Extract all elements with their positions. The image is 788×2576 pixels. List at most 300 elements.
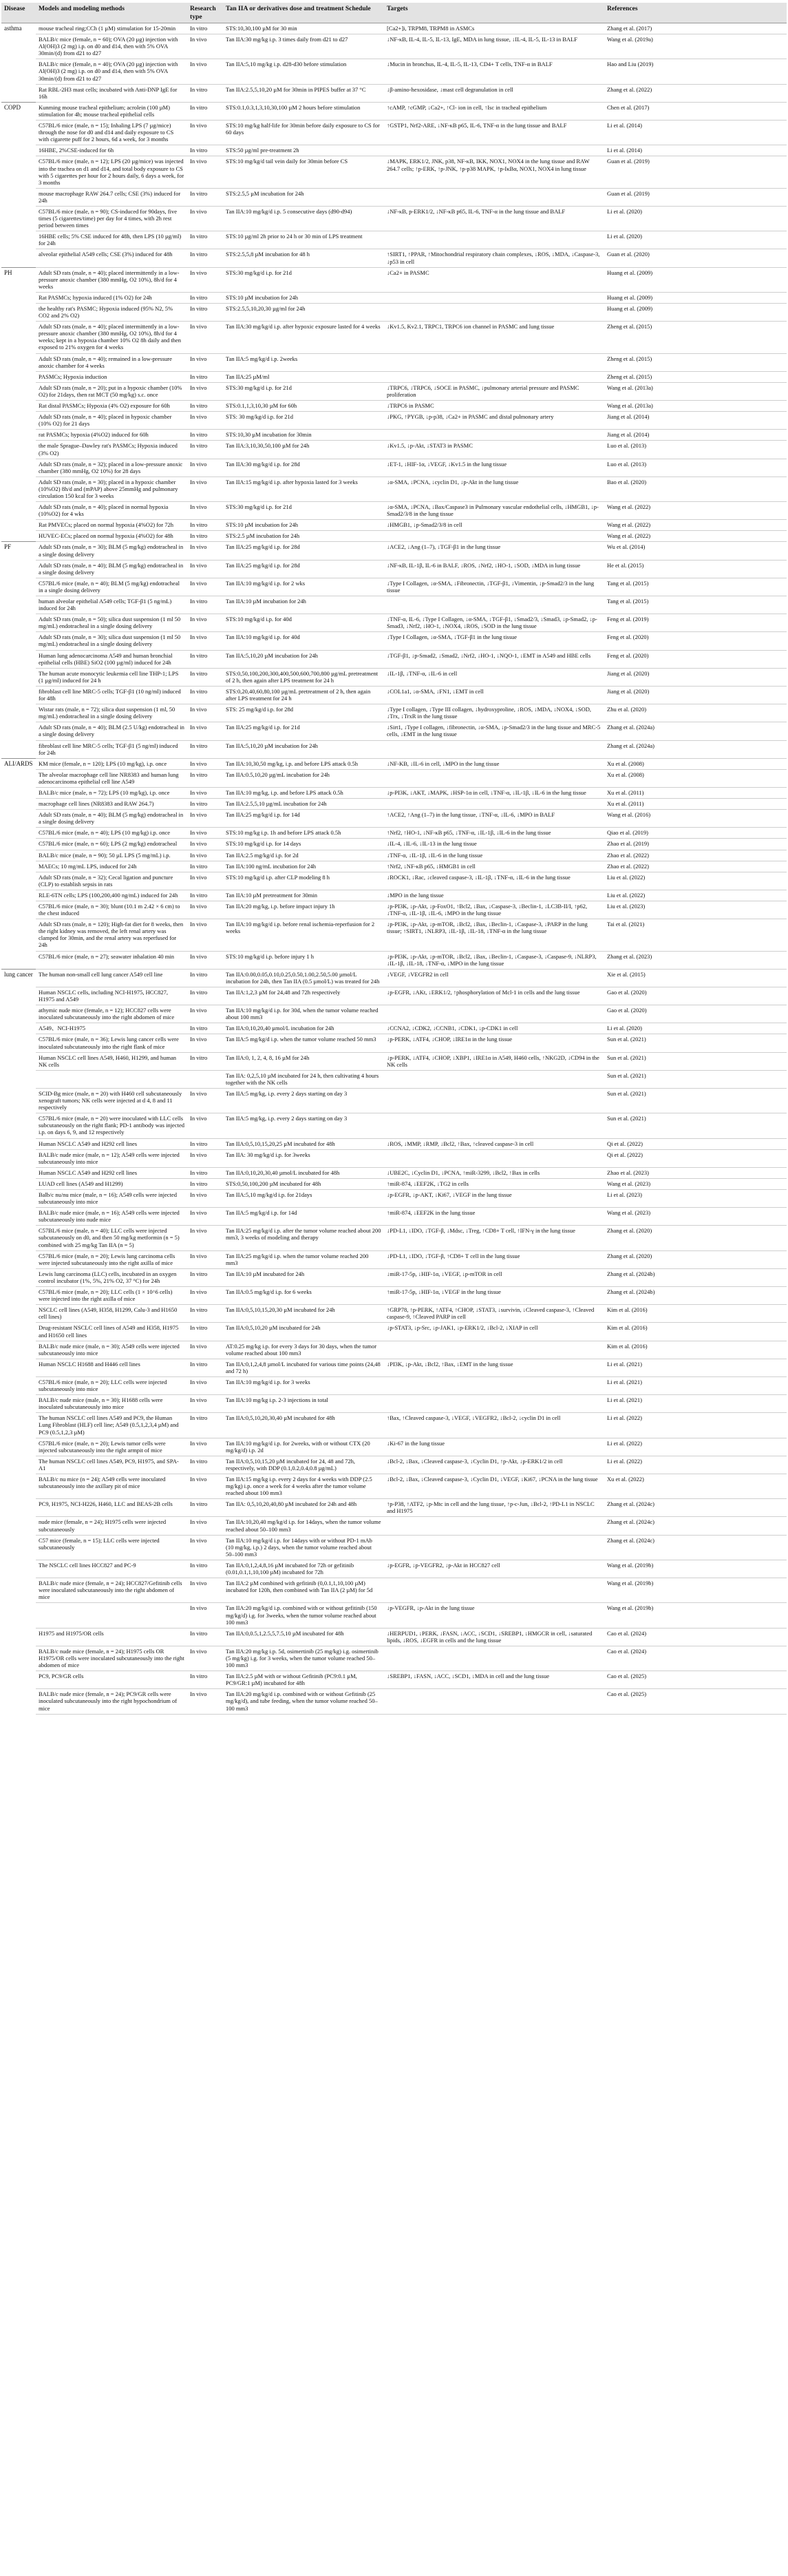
table-row: [1, 1052, 787, 1070]
dose-cell: Tan IIA:100 ng/mL incubation for 24h: [223, 861, 384, 872]
research-type-cell: In vitro: [187, 740, 223, 758]
research-type-cell: In vivo: [187, 722, 223, 740]
targets-cell: [384, 371, 604, 382]
reference-cell: Li et al. (2020): [604, 206, 787, 231]
dose-cell: STS: 30 mg/kg/d i.p. for 21d: [223, 412, 384, 430]
table-body: [1, 23, 787, 1715]
research-type-cell: In vivo: [187, 412, 223, 430]
model-cell: Adult SD rats (male, n = 40); BLM (5 mg/kg) endotracheal in a single dosing delivery: [36, 560, 187, 578]
targets-cell: ↓Mucin in bronchus, IL-4, IL-5, IL-13, CD4+ T cells, TNF-α in BALF: [384, 59, 604, 84]
dose-cell: Tan IIA:10,20,40 mg/kg/d i.p. for 14days, when the tumor volume reached about 50–100 mm3: [223, 1517, 384, 1535]
reference-cell: Wang et al. (2016): [604, 810, 787, 828]
model-cell: Adult SD rats (male, n = 40); BLM (5 mg/kg) endotracheal in a single dosing delivery: [36, 810, 187, 828]
targets-cell: ↓α-SMA, ↓PCNA, ↓cyclin D1, ↓p-Akt in the lung tissue: [384, 477, 604, 501]
targets-cell: ↓TNF-α, IL-6, ↓Type I Collagen, ↓α-SMA, ↓TGF-β1, ↓Smad2/3, ↓Smad3, ↓p-Smad2, ↓p-Smad3, ↓Nrf2, ↓HO-1, ↓NOX4, ↓ROS, ↓SOD in the lung tissue: [384, 614, 604, 632]
header-dose: Tan IIA or derivatives dose and treatment Schedule: [223, 3, 384, 23]
reference-cell: Wang et al. (2023): [604, 1208, 787, 1226]
dose-cell: Tan IIA:25 mg/kg/d i.p. for 28d: [223, 560, 384, 578]
reference-cell: Liu et al. (2023): [604, 901, 787, 919]
model-cell: Kunming mouse tracheal epithelium; acrolein (100 µM) stimulation for 4h; mouse tracheal epithelial cells: [36, 102, 187, 120]
research-type-cell: In vitro: [187, 531, 223, 542]
reference-cell: Li et al. (2021): [604, 1359, 787, 1376]
table-row: [1, 560, 787, 578]
targets-cell: ↓p-STAT3, ↓p-Src, ↓p-JAK1, ↓p-ERK1/2, ↓Bcl-2, ↓XIAP in cell: [384, 1323, 604, 1341]
research-type-cell: In vivo: [187, 59, 223, 84]
disease-cell: PF: [1, 542, 36, 758]
table-row: [1, 412, 787, 430]
table-row: [1, 542, 787, 560]
targets-cell: ↓β-amino-hexosidase, ↓mast cell degranulation in cell: [384, 84, 604, 102]
targets-cell: [384, 531, 604, 542]
table-row: [1, 919, 787, 951]
reference-cell: Wu et al. (2014): [604, 542, 787, 560]
table-row: [1, 156, 787, 188]
reference-cell: Zhao et al. (2022): [604, 850, 787, 861]
dose-cell: Tan IIA:20 mg/kg, i.p. before impact injury 1h: [223, 901, 384, 919]
table-row: [1, 1578, 787, 1603]
table-row: [1, 1517, 787, 1535]
reference-cell: Zhang et al. (2024c): [604, 1517, 787, 1535]
targets-cell: ↓IL-4, ↓IL-6, ↓IL-13 in the lung tissue: [384, 839, 604, 850]
dose-cell: Tan IIA:5 mg/kg, i.p. every 2 days starting on day 3: [223, 1088, 384, 1113]
targets-cell: ↓MAPK, ERK1/2, JNK, p38, NF-κB, IKK, NOX1, NOX4 in the lung tissue and RAW 264.7 cells; ↑p-ERK, ↑p-JNK, ↑p-p38 MAPK, ↑p-IκBα, NOX1, NOX4 in lung tissue: [384, 156, 604, 188]
model-cell: C57BL/6 mice (male, n = 27); seawater inhalation 40 min: [36, 951, 187, 969]
targets-cell: ↓PI3K, ↓p-Akt, ↓Bcl2, ↑Bax, ↓EMT in the lung tissue: [384, 1359, 604, 1376]
reference-cell: He et al. (2015): [604, 560, 787, 578]
model-cell: alveolar epithelial A549 cells; CSE (3%) induced for 48h: [36, 249, 187, 267]
reference-cell: Kim et al. (2016): [604, 1305, 787, 1323]
targets-cell: ↓COL1a1, ↓α-SMA, ↓FN1, ↓EMT in cell: [384, 686, 604, 704]
targets-cell: ↓NF-KB, ↓IL-6 in cell, ↓MPO in the lung tissue: [384, 758, 604, 769]
targets-cell: [384, 188, 604, 206]
research-type-cell: In vivo: [187, 1646, 223, 1671]
model-cell: Rat PMVECs; placed on normal hypoxia (4%O2) for 72h: [36, 520, 187, 531]
research-type-cell: In vitro: [187, 686, 223, 704]
targets-cell: ↑SIRT1, ↑PPAR, ↑Mitochondrial respiratory chain complexes, ↓ROS, ↓MDA, ↓Caspase-3, ↓p53 in cell: [384, 249, 604, 267]
research-type-cell: In vitro: [187, 890, 223, 901]
model-cell: Adult SD rats (male, n = 30); BLM (5 mg/kg) endotracheal in a single dosing delivery: [36, 542, 187, 560]
disease-cell: asthma: [1, 23, 36, 103]
reference-cell: Tang et al. (2015): [604, 596, 787, 614]
research-type-cell: In vivo: [187, 810, 223, 828]
targets-cell: [384, 1149, 604, 1167]
research-type-cell: In vitro: [187, 1456, 223, 1474]
reference-cell: Li et al. (2020): [604, 1023, 787, 1034]
dose-cell: Tan IIA:2 µM combined with gefitinib (0,0.1,1,10,100 µM) incubated for 120h, then combined with Tan IIA (2 µM) for 5d: [223, 1578, 384, 1603]
table-row: [1, 34, 787, 59]
reference-cell: Guan et al. (2019): [604, 156, 787, 188]
reference-cell: Xu et al. (2011): [604, 787, 787, 798]
table-row: [1, 502, 787, 520]
dose-cell: STS:10,30 µM incubation for 30min: [223, 430, 384, 441]
model-cell: Drug-resistant NSCLC cell lines of A549 and H358, H1975 and H1650 cell lines: [36, 1323, 187, 1341]
table-row: [1, 1190, 787, 1208]
reference-cell: Tai et al. (2021): [604, 919, 787, 951]
reference-cell: Liu et al. (2022): [604, 890, 787, 901]
dose-cell: Tan IIA:20 mg/kg/d i.p. combined with or without Gefitinib (25 mg/kg/d), and tube feeding, when the tumor volume reached 50–100 mm3: [223, 1689, 384, 1714]
research-type-cell: In vitro: [187, 371, 223, 382]
research-type-cell: In vitro: [187, 1023, 223, 1034]
dose-cell: STS:2.5 µM incubation for 24h: [223, 531, 384, 542]
table-row: [1, 1226, 787, 1250]
table-row: [1, 901, 787, 919]
reference-cell: Wang et al. (2022): [604, 520, 787, 531]
reference-cell: Xie et al. (2015): [604, 969, 787, 987]
table-row: [1, 1305, 787, 1323]
dose-cell: Tan IIA:30 mg/kg i.p. 3 times daily from d21 to d27: [223, 34, 384, 59]
table-row: [1, 740, 787, 758]
dose-cell: Tan IIA: 30 mg/kg/d i.p. for 3weeks: [223, 1149, 384, 1167]
reference-cell: Guan et al. (2019): [604, 188, 787, 206]
reference-cell: Liu et al. (2022): [604, 872, 787, 890]
reference-cell: Chen et al. (2017): [604, 102, 787, 120]
table-row: [1, 1646, 787, 1671]
targets-cell: ↓Kv1.5, Kv2.1, TRPC1, TRPC6 ion channel in PASMC and lung tissue: [384, 322, 604, 353]
reference-cell: Li et al. (2023): [604, 1190, 787, 1208]
dose-cell: Tan IIA:25 mg/kg/d i.p. for 28d: [223, 542, 384, 560]
reference-cell: Li et al. (2020): [604, 231, 787, 249]
research-type-cell: In vitro: [187, 596, 223, 614]
targets-cell: ↑Bax, ↑Cleaved caspase-3, ↓VEGF, ↓VEGFR2, ↓Bcl-2, ↓cyclin D1 in cell: [384, 1413, 604, 1438]
research-type-cell: In vitro: [187, 987, 223, 1005]
research-type-cell: In vivo: [187, 787, 223, 798]
model-cell: Adult SD rats (male, n = 40); placed intermittently in a low-pressure anoxic chamber (380 mmHg, O2 10%), 8h/d for 4 weeks: [36, 267, 187, 292]
research-type-cell: In vivo: [187, 1005, 223, 1023]
table-row: [1, 1113, 787, 1138]
dose-cell: Tan IIA:5 mg/kg/d i.p. when the tumor volume reached 50 mm3: [223, 1034, 384, 1052]
dose-cell: Tan IIA:25 mg/kg/d i.p. for 14d: [223, 810, 384, 828]
table-row: [1, 578, 787, 596]
model-cell: C57BL/6 mice (male, n = 36); Lewis lung cancer cells were inoculated subcutaneously into the right flank of mice: [36, 1034, 187, 1052]
model-cell: Wistar rats (male, n = 72); silica dust suspension (1 ml, 50 mg/mL) endotracheal in a single dosing delivery: [36, 704, 187, 722]
targets-cell: ↓p-PI3K, ↓p-Akt, ↓p-FoxO1, ↑Bcl2, ↓Bax, ↓Caspase-3, ↓Beclin-1, ↓LC3B-II/I, ↑p62, ↓TNF-α, ↓IL-1β, ↓IL-6, ↓MPO in the lung tissue: [384, 901, 604, 919]
research-type-cell: In vitro: [187, 668, 223, 686]
research-type-cell: In vivo: [187, 542, 223, 560]
dose-cell: Tan IIA:10 mg/kg/d i.p. for 30d, when the tumor volume reached about 100 mm3: [223, 1005, 384, 1023]
dose-cell: STS:2.5,5 µM incubation for 24h: [223, 188, 384, 206]
research-type-cell: In vivo: [187, 459, 223, 477]
reference-cell: Wang et al. (2013a): [604, 382, 787, 400]
dose-cell: Tan IIA:5 mg/kg, i.p. every 2 days starting on day 3: [223, 1113, 384, 1138]
dose-cell: Tan IIA:1,2,3 µM for 24,48 and 72h respectively: [223, 987, 384, 1005]
dose-cell: Tan IIA:5,10,20 µM incubation for 24h: [223, 650, 384, 668]
dose-cell: Tan IIA:10 mg/kg, i.p. and before LPS attack 0.5h: [223, 787, 384, 798]
table-row: [1, 84, 787, 102]
model-cell: Balb/c nu/nu mice (male, n = 16); A549 cells were injected subcutaneously into mice: [36, 1190, 187, 1208]
header-research-type: Research type: [187, 3, 223, 23]
model-cell: C57BL/6 mice (male, n = 40); LPS (10 mg/kg) i.p. once: [36, 828, 187, 839]
targets-cell: [384, 740, 604, 758]
model-cell: Adult SD rats (male, n = 32); Cecal ligation and puncture (CLP) to establish sepsis in rats: [36, 872, 187, 890]
research-type-cell: In vitro: [187, 441, 223, 459]
model-cell: BALB/c mice (female, n = 40); OVA (20 µg) injection with Al(OH)3 (2 mg) i.p. on d0 and d14, then with 5% OVA 30min/(d) from d21 to d27: [36, 59, 187, 84]
table-row: [1, 1456, 787, 1474]
research-type-cell: In vivo: [187, 578, 223, 596]
research-type-cell: In vivo: [187, 1088, 223, 1113]
dose-cell: Tan IIA:10 mg/kg/d i.p. for 3 weeks: [223, 1376, 384, 1394]
table-row: [1, 810, 787, 828]
model-cell: The alveolar macrophage cell line NR8383 and human lung adenocarcinoma epithelial cell line A549: [36, 769, 187, 787]
research-type-cell: In vitro: [187, 292, 223, 303]
reference-cell: Jiang et al. (2020): [604, 668, 787, 686]
reference-cell: Feng et al. (2020): [604, 632, 787, 650]
targets-cell: ↑p-P38, ↑ATF2, ↓p-Mtc in cell and the lung tissue, ↑p-c-Jun, ↓Bcl-2, ↑PD-L1 in NSCLC and H1975: [384, 1499, 604, 1517]
targets-cell: ↓p-PI3K, ↓p-Akt, ↓p-mTOR, ↓Bcl2, ↓Bax, ↓Beclin-1, ↓Caspase-3, ↓Caspase-9, ↓NLRP3, ↓IL-1β, ↓IL-18, ↓TNF-α, ↓MPO in the lung tissue: [384, 951, 604, 969]
dose-cell: STS:10 mg/kg/d tail vein daily for 30min before CS: [223, 156, 384, 188]
targets-cell: ↓Type I collagen, ↓Type III collagen, ↓hydroxyproline, ↓ROS, ↓MDA, ↓NOX4, ↓SOD, ↓Trx, ↓TrxR in the lung tissue: [384, 704, 604, 722]
reference-cell: Sun et al. (2021): [604, 1034, 787, 1052]
table-row: [1, 520, 787, 531]
reference-cell: Huang et al. (2009): [604, 304, 787, 322]
targets-cell: [384, 231, 604, 249]
reference-cell: Zhao et al. (2023): [604, 1167, 787, 1178]
dose-cell: Tan IIA:0,5,10,20 µM incubated for 24h: [223, 1323, 384, 1341]
targets-cell: ↓IL-1β, ↓TNF-α, ↓IL-6 in cell: [384, 668, 604, 686]
model-cell: C57BL/6 mice (male, n = 20) were inoculated with LLC cells subcutaneously on the right flank; PD-1 antibody was injected i.p. on days 6, 9, and 12 respectively: [36, 1113, 187, 1138]
reference-cell: Tang et al. (2015): [604, 578, 787, 596]
table-row: [1, 430, 787, 441]
dose-cell: STS:10 mg/kg/d i.p. for 14 days: [223, 839, 384, 850]
dose-cell: STS:0,50,100,200,300,400,500,600,700,800 µg/mL pretreatment of 2 h, then again after LPS treatment for 24 h: [223, 668, 384, 686]
research-type-cell: In vitro: [187, 861, 223, 872]
targets-cell: ↓p-PERK, ↓ATF4, ↓CHOP, ↓XBP1, ↓IRE1α in A549, H460 cells, ↑NKG2D, ↓CD94 in the NK cells: [384, 1052, 604, 1070]
table-row: [1, 102, 787, 120]
dose-cell: Tan IIA:30 mg/kg/d i.p. for 28d: [223, 459, 384, 477]
dose-cell: Tan IIA:10 mg/kg/d i.p. before renal ischemia-reperfusion for 2 weeks: [223, 919, 384, 951]
model-cell: Lewis lung carcinoma (LLC) cells, incubated in an oxygen control incubator (1%, 5%, 21% O2, 37 °C) for 24h: [36, 1268, 187, 1286]
dose-cell: STS:0.1,0.3,1,3,10,30,100 µM 2 hours before stimulation: [223, 102, 384, 120]
research-type-cell: In vivo: [187, 1113, 223, 1138]
dose-cell: Tan IIA:25 mg/kg/d i.p. when the tumor volume reached 200 mm3: [223, 1250, 384, 1268]
reference-cell: Qiao et al. (2019): [604, 828, 787, 839]
table-row: [1, 872, 787, 890]
model-cell: Adult SD rats (male, n = 40); BLM (2.5 U/kg) endotracheal in a single dosing delivery: [36, 722, 187, 740]
research-type-cell: In vivo: [187, 1474, 223, 1499]
dose-cell: Tan IIA:0,5,10,15,20,25 µM incubated for 48h: [223, 1138, 384, 1149]
reference-cell: Cao et al. (2024): [604, 1646, 787, 1671]
targets-cell: ↓TRPC6, ↓TRPC6, ↓SOCE in PASMC, ↓pulmonary arterial pressure and PASMC proliferation: [384, 382, 604, 400]
targets-cell: ↓miR-17-5p, ↓HIF-1α, ↓VEGF, ↓p-mTOR in cell: [384, 1268, 604, 1286]
targets-cell: [384, 1517, 604, 1535]
reference-cell: Sun et al. (2021): [604, 1070, 787, 1088]
table-row: [1, 1341, 787, 1359]
research-type-cell: In vitro: [187, 1178, 223, 1189]
dose-cell: Tan IIA:10 mg/kg/d i.p. 5 consecutive days (d90-d94): [223, 206, 384, 231]
targets-cell: ↓Bcl-2, ↓Bax, ↓Cleaved caspase-3, ↓Cyclin D1, ↑p-Akt, ↓p-ERK1/2 in cell: [384, 1456, 604, 1474]
dose-cell: STS:2.5,5,10,20,30 µg/ml for 24h: [223, 304, 384, 322]
reference-cell: Li et al. (2021): [604, 1395, 787, 1413]
research-type-cell: In vivo: [187, 322, 223, 353]
targets-cell: ↑miR-874, ↓EEF2K in the lung tissue: [384, 1208, 604, 1226]
table-row: [1, 1474, 787, 1499]
reference-cell: Wang et al. (2022): [604, 531, 787, 542]
model-cell: LUAD cell lines (A549 and H1299): [36, 1178, 187, 1189]
research-type-cell: In vivo: [187, 632, 223, 650]
dose-cell: STS:10 µM incubation for 24h: [223, 292, 384, 303]
reference-cell: Zhang et al. (2024a): [604, 722, 787, 740]
model-cell: Rat RBL-2H3 mast cells; incubated with Anti-DNP IgE for 16h: [36, 84, 187, 102]
targets-cell: ↓p-PERK, ↓ATF4, ↓CHOP, ↓IRE1α in the lung tissue: [384, 1034, 604, 1052]
research-type-cell: In vitro: [187, 799, 223, 810]
table-row: [1, 1088, 787, 1113]
table-row: [1, 758, 787, 769]
reference-cell: Qi et al. (2022): [604, 1149, 787, 1167]
table-row: [1, 382, 787, 400]
reference-cell: Cao et al. (2024): [604, 1628, 787, 1646]
model-cell: A549、NCI-H1975: [36, 1023, 187, 1034]
targets-cell: [384, 145, 604, 156]
table-row: [1, 839, 787, 850]
targets-cell: ↓TGF-β1, ↓p-Smad2, ↓Smad2, ↓Nrf2, ↓HO-1, ↓NQO-1, ↓EMT in A549 and HBE cells: [384, 650, 604, 668]
research-type-cell: In vivo: [187, 1341, 223, 1359]
reference-cell: Zhang et al. (2022): [604, 84, 787, 102]
model-cell: BALB/c nude mice (male, n = 16); A549 cells were injected subcutaneously into nude mice: [36, 1208, 187, 1226]
research-type-cell: In vivo: [187, 1535, 223, 1560]
reference-cell: Zhang et al. (2020): [604, 1250, 787, 1268]
targets-cell: ↓VEGF, ↓VEGFR2 in cell: [384, 969, 604, 987]
dose-cell: Tan IIA:10 µM pretreatment for 30min: [223, 890, 384, 901]
model-cell: Human lung adenocarcinoma A549 and human bronchial epithelial cells (HBE) SiO2 (100 µg/ml) induced for 24h: [36, 650, 187, 668]
table-row: [1, 1603, 787, 1628]
header-disease: Disease: [1, 3, 36, 23]
dose-cell: STS:10 µg/ml 2h prior to 24 h or 30 min of LPS treatment: [223, 231, 384, 249]
table-row: [1, 1034, 787, 1052]
research-type-cell: In vitro: [187, 1052, 223, 1070]
table-row: [1, 1413, 787, 1438]
research-type-cell: In vivo: [187, 502, 223, 520]
research-type-cell: In vivo: [187, 872, 223, 890]
targets-cell: ↓NF-κB, p-ERK1/2, ↓NF-κB p65, IL-6, TNF-α in the lung tissue and BALF: [384, 206, 604, 231]
model-cell: C57BL/6 mice (male, n = 30); blunt (10.1 m 2.42 × 6 cm) to the chest induced: [36, 901, 187, 919]
table-row: [1, 145, 787, 156]
model-cell: human alveolar epithelial A549 cells; TGF-β1 (5 ng/mL) induced for 24h: [36, 596, 187, 614]
targets-cell: ↓PKG, ↑PYGB, ↓p-p38, ↓Ca2+ in PASMC and distal pulmonary artery: [384, 412, 604, 430]
model-cell: C57BL/6 mice (male, n = 20); LLC cells were injected subcutaneously into mice: [36, 1376, 187, 1394]
dose-cell: Tan IIA:5,10,20 µM incubation for 24h: [223, 740, 384, 758]
dose-cell: Tan IIA:5,10 mg/kg/d i.p. for 21days: [223, 1190, 384, 1208]
research-type-cell: In vivo: [187, 156, 223, 188]
dose-cell: AT:0.25 mg/kg i.p. for every 3 days for 30 days, when the tumor volume reached about 100 mm3: [223, 1341, 384, 1359]
table-row: [1, 596, 787, 614]
targets-cell: [384, 353, 604, 371]
targets-cell: [384, 1088, 604, 1113]
targets-cell: ↓CCNA2, ↓CDK2, ↓CCNB1, ↓CDK1, ↓p-CDK1 in cell: [384, 1023, 604, 1034]
model-cell: C57BL/6 mice (male, n = 40); LLC cells were injected subcutaneously on d0, and then 50 mg/kg metformin (n = 5) combined with 25 mg/kg Tan IIA (n = 5): [36, 1226, 187, 1250]
table-row: [1, 704, 787, 722]
model-cell: Adult SD rats (male, n = 40); placed intermittently in a low-pressure anoxic chamber (380 mmHg, O2 10%), 8h/d for 4 weeks; kept in a hypoxia chamber 10% O2 8h daily and then exposed to 21% oxygen for 4 weeks: [36, 322, 187, 353]
model-cell: HUVEC-ECs; placed on normal hypoxia (4%O2) for 48h: [36, 531, 187, 542]
table-row: [1, 1208, 787, 1226]
targets-cell: ↑GSTP1, Nrf2-ARE, ↓NF-κB p65, IL-6, TNF-α in the lung tissue and BALF: [384, 121, 604, 145]
reference-cell: Zhang et al. (2024c): [604, 1499, 787, 1517]
dose-cell: STS:10 mg/kg/d i.p. for 40d: [223, 614, 384, 632]
table-row: [1, 441, 787, 459]
research-type-cell: In vivo: [187, 919, 223, 951]
model-cell: BALB/c nude mice (female, n = 24); HCC827/Gefitinib cells were inoculated subcutaneously into the right abdomen of mice: [36, 1578, 187, 1603]
targets-cell: [384, 1535, 604, 1560]
reference-cell: Zhang et al. (2024a): [604, 740, 787, 758]
research-type-cell: In vitro: [187, 769, 223, 787]
reference-cell: Jiang et al. (2014): [604, 430, 787, 441]
model-cell: athymic nude mice (female, n = 12); HCC827 cells were inoculated subcutaneously into the right abdomen of mice: [36, 1005, 187, 1023]
targets-cell: [384, 430, 604, 441]
model-cell: Adult SD rats (male, n = 120); High-fat diet for 8 weeks, then the right kidney was removed, the left renal artery was clamped for 30min, and the renal artery was reperfused for 24h: [36, 919, 187, 951]
table-row: [1, 1323, 787, 1341]
table-row: [1, 23, 787, 34]
research-type-cell: In vivo: [187, 267, 223, 292]
research-type-cell: In vitro: [187, 145, 223, 156]
reference-cell: Zhang et al. (2024b): [604, 1268, 787, 1286]
dose-cell: Tan IIA:2.5 mg/kg/d i.p. for 2d: [223, 850, 384, 861]
table-row: [1, 206, 787, 231]
targets-cell: [384, 1646, 604, 1671]
model-cell: BALB/c mice (female, n = 60); OVA (20 µg) injection with Al(OH)3 (2 mg) i.p. on d0 and d14, then with 5% OVA 30min/(d) from d21 to d27: [36, 34, 187, 59]
dose-cell: Tan IIA:2.5 µM with or without Gefitinib (PC9:0.1 µM, PC9/GR:1 µM) incubated for 48h: [223, 1671, 384, 1689]
research-type-cell: In vivo: [187, 901, 223, 919]
targets-cell: ↓p-EGFR, ↓p-AKT, ↓Ki67, ↓VEGF in the lung tissue: [384, 1190, 604, 1208]
dose-cell: Tan IIA:0,5,10,15,20 µM incubated for 24, 48 and 72h, respectively, with DDP (0.1,0.2,0.4,0.8 µg/mL): [223, 1456, 384, 1474]
research-type-cell: In vivo: [187, 1578, 223, 1603]
model-cell: fibroblast cell line MRC-5 cells; TGF-β1 (5 ng/ml) induced for 24h: [36, 740, 187, 758]
targets-cell: ↓Ca2+ in PASMC: [384, 267, 604, 292]
research-type-cell: In vivo: [187, 1689, 223, 1714]
table-row: [1, 267, 787, 292]
research-type-cell: In vitro: [187, 1413, 223, 1438]
dose-cell: Tan IIA:2.5,5,10 µg/mL incubation for 24h: [223, 799, 384, 810]
research-type-cell: In vivo: [187, 353, 223, 371]
model-cell: BALB/c nude mice (female, n = 24); H1975 cells OR H1975/OR cells were inoculated subcutaneously into the right abdomen of mice: [36, 1646, 187, 1671]
reference-cell: Feng et al. (2020): [604, 650, 787, 668]
research-type-cell: In vivo: [187, 1226, 223, 1250]
targets-cell: [Ca2+]i, TRPM8, TRPM8 in ASMCs: [384, 23, 604, 34]
research-type-cell: In vitro: [187, 969, 223, 987]
model-cell: Adult SD rats (male, n = 40); placed in normal hypoxia (10%O2) for 4 wks: [36, 502, 187, 520]
dose-cell: Tan IIA:10 mg/kg/d i.p. for 14days with or without PD-1 mAb (10 mg/kg, i.p.) 2 days, when the tumor volume reached about 50–100 mm3: [223, 1535, 384, 1560]
table-row: [1, 231, 787, 249]
table-row: [1, 987, 787, 1005]
model-cell: rat PASMCs; hypoxia (4%O2) induced for 60h: [36, 430, 187, 441]
research-type-cell: In vitro: [187, 1671, 223, 1689]
model-cell: Human NSCLC cells, including NCI-H1975, HCC827, H1975 and A549: [36, 987, 187, 1005]
targets-cell: ↓Ki-67 in the lung tissue: [384, 1438, 604, 1456]
dose-cell: STS:50 µg/ml pre-treatment 2h: [223, 145, 384, 156]
targets-cell: ↑miR-17-5p, ↓HIF-1α, ↓VEGF in the lung tissue: [384, 1287, 604, 1305]
table-row: [1, 188, 787, 206]
reference-cell: Li et al. (2022): [604, 1456, 787, 1474]
targets-cell: ↓p-EGFR, ↓AKt, ↓ERK1/2, ↑phosphorylation of Mcl-1 in cells and the lung tissue: [384, 987, 604, 1005]
research-type-cell: In vivo: [187, 1376, 223, 1394]
dose-cell: Tan IIA:2.5,5,10,20 µM for 30min in PIPES buffer at 37 °C: [223, 84, 384, 102]
research-type-cell: In vitro: [187, 1138, 223, 1149]
model-cell: Adult SD rats (male, n = 20); put in a hypoxic chamber (10% O2) for 21days, then rat MCT (50 mg/kg) s.c. once: [36, 382, 187, 400]
model-cell: The human NSCLC cell lines A549, PC9, H1975, and SPA-A1: [36, 1456, 187, 1474]
research-type-cell: In vivo: [187, 1517, 223, 1535]
table-row: [1, 353, 787, 371]
reference-cell: Xu et al. (2022): [604, 1474, 787, 1499]
research-type-cell: In vitro: [187, 1305, 223, 1323]
targets-cell: [384, 304, 604, 322]
reference-cell: Huang et al. (2009): [604, 267, 787, 292]
disease-cell: lung cancer: [1, 969, 36, 1714]
research-type-cell: In vitro: [187, 304, 223, 322]
dose-cell: Tan IIA:0,10,20,40 µmol/L incubation for 24h: [223, 1023, 384, 1034]
studies-table: [1, 3, 787, 1715]
dose-cell: Tan IIA:15 mg/kg/d i.p. after hypoxia lasted for 3 weeks: [223, 477, 384, 501]
model-cell: Rat distal PASMCs; Hypoxia (4% O2) exposure for 60h: [36, 401, 187, 412]
reference-cell: Kim et al. (2016): [604, 1323, 787, 1341]
targets-cell: ↓ACE2, ↓Ang (1–7), ↓TGF-β1 in the lung tissue: [384, 542, 604, 560]
targets-cell: ↓p-VEGFR, ↓p-Akt in the lung tissue: [384, 1603, 604, 1628]
